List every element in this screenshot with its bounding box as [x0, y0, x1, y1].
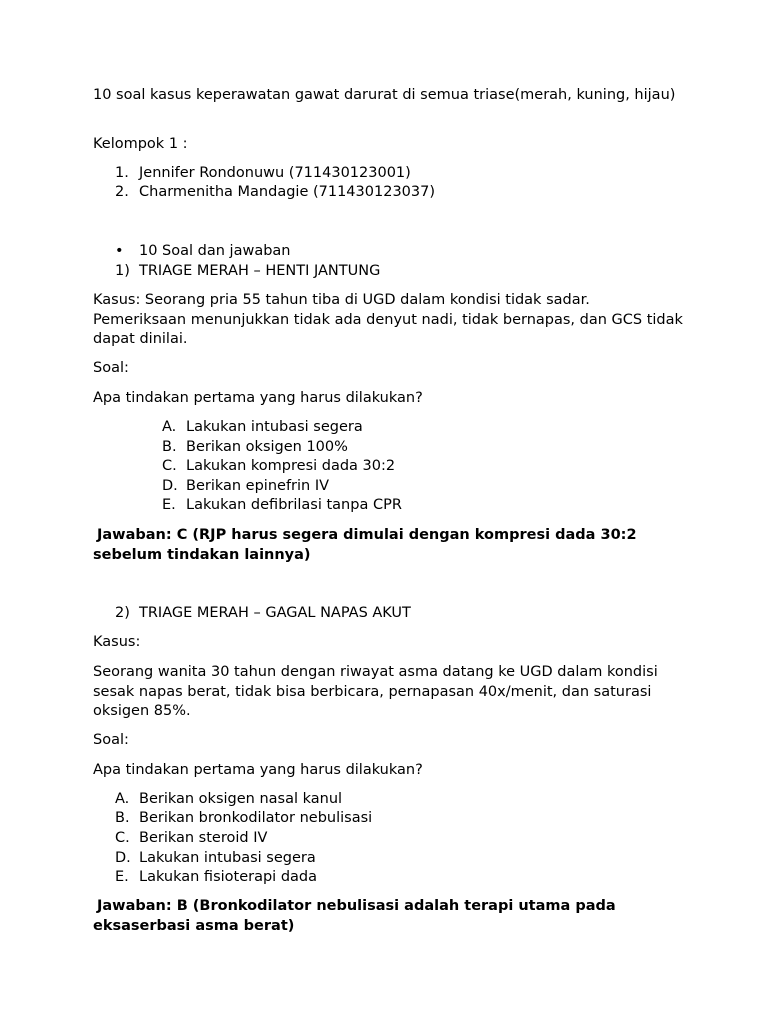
option-letter: B. [162, 439, 177, 455]
section-title: TRIAGE MERAH – GAGAL NAPAS AKUT [139, 605, 411, 621]
option-text: Lakukan kompresi dada 30:2 [186, 458, 396, 474]
option-text: Lakukan fisioterapi dada [139, 869, 317, 885]
option-letter: B. [115, 810, 130, 826]
case-label: Kasus: [93, 634, 141, 650]
question-text: Apa tindakan pertama yang harus dilakukan? [93, 390, 423, 406]
option-text: Berikan bronkodilator nebulisasi [139, 810, 373, 826]
member-number: 1. [115, 165, 129, 181]
member-name: Jennifer Rondonuwu (711430123001) [139, 165, 411, 181]
option-text: Berikan steroid IV [139, 830, 268, 846]
group-label: Kelompok 1 : [93, 136, 188, 152]
option-text: Lakukan intubasi segera [139, 850, 316, 866]
document-title: 10 soal kasus keperawatan gawat darurat di semua triase(merah, kuning, hijau) [93, 87, 676, 103]
soal-label: Soal: [93, 732, 129, 748]
option-letter: C. [115, 830, 130, 846]
bullet-icon: • [115, 243, 124, 259]
answer-text: Jawaban: B (Bronkodilator nebulisasi adalah terapi utama pada eksaserbasi asma berat) [93, 898, 616, 934]
section-title: TRIAGE MERAH – HENTI JANTUNG [139, 263, 381, 279]
option-letter: D. [115, 850, 131, 866]
option-letter: A. [115, 791, 130, 807]
option-letter: D. [162, 478, 178, 494]
member-number: 2. [115, 184, 129, 200]
bullet-text: 10 Soal dan jawaban [139, 243, 291, 259]
option-letter: E. [162, 497, 176, 513]
option-text: Berikan oksigen 100% [186, 439, 348, 455]
option-text: Berikan epinefrin IV [186, 478, 330, 494]
question-text: Apa tindakan pertama yang harus dilakukan? [93, 762, 423, 778]
option-text: Lakukan defibrilasi tanpa CPR [186, 497, 402, 513]
option-text: Berikan oksigen nasal kanul [139, 791, 343, 807]
section-number: 2) [115, 605, 130, 621]
section-number: 1) [115, 263, 130, 279]
answer-text: Jawaban: C (RJP harus segera dimulai dengan kompresi dada 30:2 sebelum tindakan lainnya) [93, 527, 637, 563]
option-letter: A. [162, 419, 177, 435]
case-text: Seorang wanita 30 tahun dengan riwayat asma datang ke UGD dalam kondisi sesak napas berat, tidak bisa berbicara, pernapasan 40x/menit, dan saturasi oksigen 85%. [93, 664, 658, 720]
option-text: Lakukan intubasi segera [186, 419, 363, 435]
member-name: Charmenitha Mandagie (711430123037) [139, 184, 435, 200]
option-letter: C. [162, 458, 177, 474]
soal-label: Soal: [93, 360, 129, 376]
option-letter: E. [115, 869, 129, 885]
case-text: Kasus: Seorang pria 55 tahun tiba di UGD dalam kondisi tidak sadar. Pemeriksaan menunjukkan tidak ada denyut nadi, tidak bernapas, dan GCS tidak dapat dinilai. [93, 292, 683, 348]
